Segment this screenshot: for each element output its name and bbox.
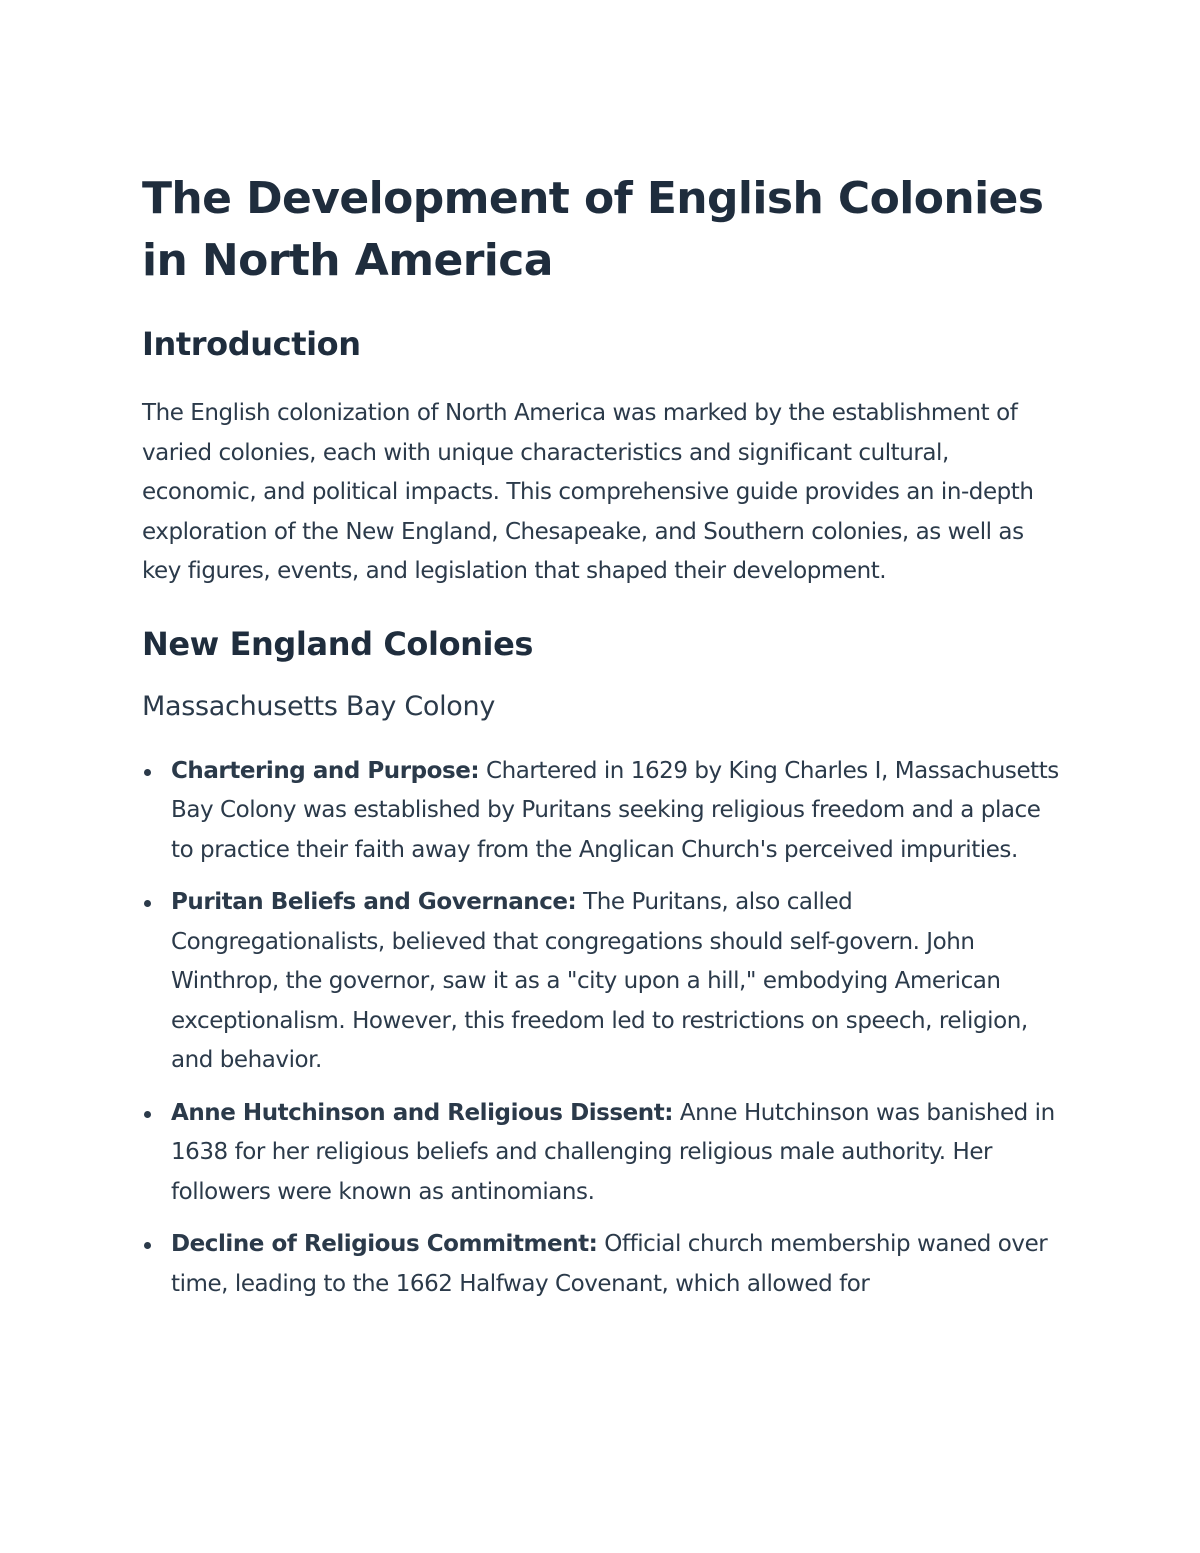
introduction-paragraph: The English colonization of North America was marked by the establishment of varied colonies, each with unique characteristics and significant cultural, economic, and political impacts. This comprehensive guide provides an in-depth exploration of the New England, Chesapeake, and Southern colonies, as well as key figures, events, and legislation that shaped their development. <box>142 400 1034 584</box>
list-item-term: Puritan Beliefs and Governance: <box>171 889 577 915</box>
list-item-text: Chartered in 1629 by King Charles I, Massachusetts Bay Colony was established by Puritans seeking religious freedom and a place to practice their faith away from the Anglican Church's perceived impurities. <box>171 757 1059 863</box>
list-item-term: Anne Hutchinson and Religious Dissent: <box>171 1099 673 1126</box>
list-item-term: Chartering and Purpose: <box>171 757 480 784</box>
list-item <box>142 883 1061 1081</box>
list-item-text: Anne Hutchinson was banished in 1638 for her religious beliefs and challenging religious male authority. Her followers were known as antinomians. <box>171 1099 1055 1205</box>
list-item-term: Decline of Religious Commitment: <box>171 1231 598 1257</box>
list-item <box>142 1225 1061 1304</box>
list-item-text: The Puritans, also called Congregationalists, believed that congregations should self-govern. John Winthrop, the governor, saw it as a "city upon a hill," embodying American exceptionalism. However, this freedom led to restrictions on speech, religion, and behavior. <box>171 889 1028 1073</box>
massachusetts-bay-subheading: Massachusetts Bay Colony <box>142 690 496 722</box>
list-item <box>142 1094 1061 1213</box>
introduction-heading: Introduction <box>142 325 361 363</box>
massachusetts-bay-list <box>142 752 1062 1305</box>
new-england-heading: New England Colonies <box>142 624 534 663</box>
document-title: The Development of English Colonies in North America <box>142 173 1044 286</box>
document-page <box>142 168 1062 1317</box>
list-item <box>142 752 1061 871</box>
list-item-text: Official church membership waned over time, leading to the 1662 Halfway Covenant, which allowed for <box>171 1231 1048 1297</box>
